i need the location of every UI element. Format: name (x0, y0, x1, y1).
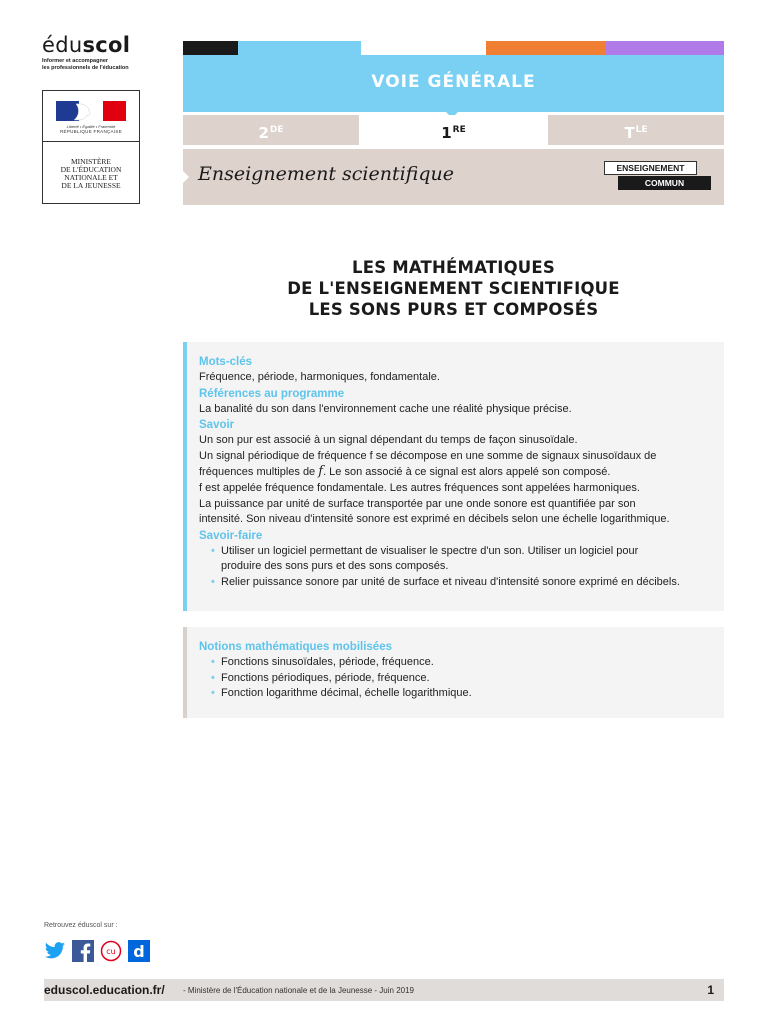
bullet-icon: • (211, 575, 215, 588)
list-item: • Fonction logarithme décimal, échelle logarithmique. (205, 686, 714, 702)
tab-terminale[interactable]: $T^{LE}$ (548, 115, 724, 145)
objectives-box (183, 342, 724, 611)
badge-enseignement: ENSEIGNEMENT (604, 161, 697, 175)
bullet-icon: • (211, 671, 215, 684)
voie-title: VOIE GÉNÉRALE (371, 72, 536, 92)
savoir-line: Un signal périodique de fréquence f se décompose en une somme de signaux sinusoïdaux de (199, 449, 657, 462)
facebook-icon[interactable] (72, 940, 94, 962)
bullet-icon: • (211, 544, 215, 557)
republic-motto: Liberté • Égalité • Fraternité (66, 124, 116, 129)
savoir-faire-heading: Savoir-faire (199, 529, 263, 542)
list-item: • Fonctions périodiques, période, fréquence. (205, 671, 714, 687)
savoir-line: La puissance par unité de surface transportée par une onde sonore est quantifiée par son (199, 497, 636, 510)
color-bar-blue (238, 41, 361, 55)
list-item: • Relier puissance sonore par unité de surface et niveau d'intensité sonore exprimé en décibels. (205, 575, 714, 591)
savoir-heading: Savoir (199, 419, 235, 432)
subject-notch (183, 171, 189, 183)
social-links (44, 940, 150, 962)
notions-box (183, 627, 724, 718)
savoir-line: fréquences multiples de f. Le son associé à ce signal est alors appelé son composé. (199, 464, 611, 480)
republic-name: RÉPUBLIQUE FRANÇAISE (59, 129, 122, 134)
mots-cles-text: Fréquence, période, harmoniques, fondamentale. (199, 371, 440, 383)
references-text: La banalité du son dans l'environnement cache une réalité physique précise. (199, 402, 572, 415)
eduscol-logo[interactable] (42, 34, 152, 71)
logo-tagline: Informer et accompagner les professionnels de l'éducation (42, 58, 129, 71)
savoir-line: Un son pur est associé à un signal dépendant du temps de façon sinusoïdale. (199, 434, 578, 447)
savoir-faire-list (199, 544, 714, 591)
frequency-symbol: f (318, 464, 324, 480)
marianne-flag-icon (56, 101, 126, 121)
mots-cles-heading: Mots-clés (199, 356, 253, 368)
tab-premiere[interactable]: 1RE (363, 115, 544, 145)
notions-heading: Notions mathématiques mobilisées (199, 641, 392, 653)
notions-list (199, 655, 714, 702)
social-label: Retrouvez éduscol sur : (44, 922, 118, 929)
footer-bar (44, 979, 724, 1001)
twitter-icon[interactable] (44, 940, 66, 962)
subject-band (183, 149, 724, 205)
marianne-profile-icon (56, 101, 126, 121)
dailymotion-icon[interactable] (128, 940, 150, 962)
voie-band (183, 55, 724, 112)
savoir-line: intensité. Son niveau d'intensité sonore est exprimé en décibels selon une échelle logarithmique. (199, 513, 670, 526)
list-item: • Utiliser un logiciel permettant de visualiser le spectre d'un son. Utiliser un logiciel pour produire des sons purs et des sons composés. (211, 544, 639, 573)
tab-seconde[interactable]: 2DE (183, 115, 359, 145)
badge-commun: COMMUN (618, 176, 711, 190)
page-number: 1 (707, 983, 714, 997)
color-bar-black (183, 41, 238, 55)
svg-text:cu: cu (106, 947, 116, 956)
page-title: LES MATHÉMATIQUES DE L'ENSEIGNEMENT SCIENTIFIQUE LES SONS PURS ET COMPOSÉS (287, 258, 620, 319)
ministry-divider (43, 141, 139, 142)
subject-title: Enseignement scientifique (198, 163, 454, 185)
bullet-icon: • (211, 656, 215, 668)
ministry-block (42, 90, 140, 204)
footer-text: - Ministère de l'Éducation nationale et de la Jeunesse - Juin 2019 (183, 986, 415, 995)
list-item: • Fonctions sinusoïdales, période, fréquence. (205, 655, 714, 671)
bullet-icon: • (211, 687, 215, 700)
ministry-name: MINISTÈRE DE L'ÉDUCATION NATIONALE ET DE LA JEUNESSE (60, 157, 122, 190)
color-bar-orange (486, 41, 606, 55)
logo-wordmark: éduscol (42, 33, 131, 57)
references-heading: Références au programme (199, 387, 345, 400)
footer-url-link[interactable]: eduscol.education.fr/ (44, 983, 165, 997)
savoir-line: f est appelée fréquence fondamentale. Les autres fréquences sont appelées harmoniques. (199, 481, 640, 494)
color-bar-purple (606, 41, 724, 55)
canope-icon[interactable] (100, 940, 122, 962)
level-tabs (183, 115, 724, 145)
svg-text:d: d (133, 942, 145, 961)
